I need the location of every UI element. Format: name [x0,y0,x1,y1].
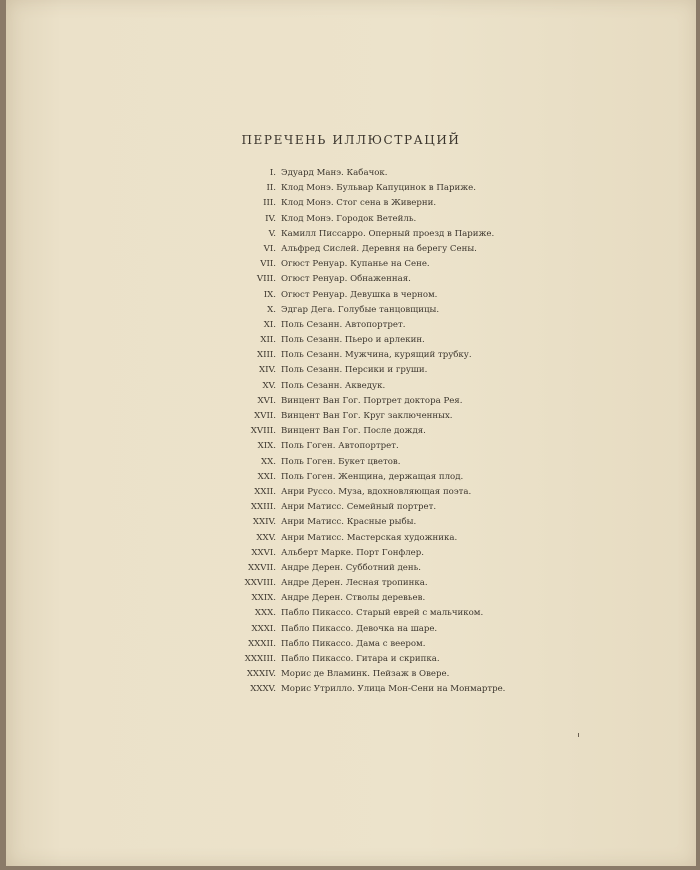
plate-number: VI. [263,243,276,254]
plate-number: XXIII. [250,502,276,513]
illustration-list [6,168,696,700]
plate-number: I. [269,168,276,178]
plate-number: XXV. [256,532,276,543]
plate-caption: Винцент Ван Гог. После дождя. [281,426,426,437]
plate-number: XXXII. [248,638,276,649]
plate-caption: Поль Гоген. Букет цветов. [281,456,401,467]
list-item [6,168,696,183]
list-item [6,244,696,259]
list-item [6,593,696,608]
plate-caption: Пабло Пикассо. Старый еврей с мальчиком. [281,608,484,619]
plate-number: XXXV. [250,684,276,695]
plate-number: III. [263,198,276,209]
plate-caption: Клод Монэ. Городок Ветейль. [281,213,417,224]
plate-caption: Пабло Пикассо. Дама с веером. [281,638,426,649]
list-item [6,578,696,593]
plate-caption: Поль Гоген. Автопортрет. [281,441,399,452]
plate-number: XXIX. [251,593,276,604]
list-item [6,654,696,669]
plate-caption: Анри Руссо. Муза, вдохновляющая поэта. [281,486,472,497]
plate-number: V. [268,228,276,239]
list-item [6,487,696,502]
plate-caption: Морис Утрилло. Улица Мон-Сени на Монмартре. [281,684,506,695]
plate-number: XIV. [259,365,276,376]
list-item [6,214,696,229]
list-item [6,290,696,305]
list-item [6,502,696,517]
plate-number: XVIII. [250,426,276,437]
page-title: ПЕРЕЧЕНЬ ИЛЛЮСТРАЦИЙ [241,133,461,147]
list-item [6,472,696,487]
plate-number: VIII. [256,274,276,285]
list-item [6,426,696,441]
list-item [6,320,696,335]
list-item [6,274,696,289]
list-item [6,669,696,684]
plate-number: XXXIII. [244,654,276,664]
plate-caption: Анри Матисс. Красные рыбы. [281,517,417,528]
plate-caption: Пабло Пикассо. Девочка на шаре. [281,623,438,634]
plate-caption: Огюст Ренуар. Купанье на Сене. [281,259,430,270]
plate-caption: Пабло Пикассо. Гитара и скрипка. [281,654,440,664]
list-item [6,198,696,213]
plate-number: XXX. [254,608,276,619]
plate-number: XXVII. [248,562,276,573]
list-item [6,305,696,320]
plate-caption: Андре Дерен. Стволы деревьев. [281,593,426,604]
list-item [6,548,696,563]
plate-number: XXVI. [251,547,276,558]
plate-caption: Винцент Ван Гог. Портрет доктора Рея. [281,395,463,406]
plate-number: XV. [262,380,276,391]
list-item [6,624,696,639]
plate-number: XXXI. [251,623,276,634]
plate-number: XXIV. [252,517,276,528]
list-item [6,396,696,411]
plate-number: II. [266,183,276,194]
plate-caption: Альфред Сислей. Деревня на берегу Сены. [281,243,477,254]
plate-number: XI. [263,319,276,330]
list-item [6,608,696,623]
list-item [6,259,696,274]
list-item [6,457,696,472]
list-item [6,411,696,426]
plate-number: IX. [263,289,276,300]
list-item [6,365,696,380]
list-item [6,335,696,350]
plate-caption: Андре Дерен. Лесная тропинка. [281,578,428,589]
plate-number: XIII. [256,350,276,361]
plate-number: XXVIII. [244,578,276,589]
plate-number: XVI. [257,395,276,406]
list-item [6,229,696,244]
plate-caption: Анри Матисс. Мастерская художника. [281,532,458,543]
plate-number: XVII. [254,411,276,421]
plate-number: XXII. [254,486,276,497]
plate-number: XII. [260,335,276,346]
list-item [6,684,696,699]
plate-number: VII. [260,259,276,270]
list-item [6,563,696,578]
plate-caption: Поль Сезанн. Пьеро и арлекин. [281,335,425,346]
plate-caption: Огюст Ренуар. Девушка в черном. [281,289,438,300]
plate-caption: Эдгар Дега. Голубые танцовщицы. [281,304,440,315]
plate-number: XX. [261,456,276,467]
plate-number: XXI. [257,471,276,482]
plate-caption: Анри Матисс. Семейный портрет. [281,502,437,513]
plate-caption: Огюст Ренуар. Обнаженная. [281,274,411,285]
plate-caption: Поль Сезанн. Автопортрет. [281,319,406,330]
plate-number: X. [267,304,276,315]
plate-caption: Клод Монэ. Бульвар Капуцинок в Париже. [281,183,476,194]
plate-caption: Поль Гоген. Женщина, держащая плод. [281,471,464,482]
list-item [6,517,696,532]
list-item [6,639,696,654]
list-item [6,381,696,396]
list-item [6,183,696,198]
list-item [6,350,696,365]
plate-caption: Эдуард Манэ. Кабачок. [281,168,388,178]
plate-caption: Морис де Вламинк. Пейзаж в Овере. [281,669,450,680]
plate-caption: Винцент Ван Гог. Круг заключенных. [281,411,453,421]
plate-caption: Камилл Писсарро. Оперный проезд в Париже. [281,228,495,239]
book-page [6,0,696,866]
paper-speck [578,733,579,737]
plate-caption: Поль Сезанн. Мужчина, курящий трубку. [281,350,472,361]
list-item [6,533,696,548]
plate-number: XXXIV. [246,669,276,680]
plate-number: XIX. [257,441,276,452]
plate-caption: Клод Монэ. Стог сена в Живерни. [281,198,437,209]
plate-number: IV. [265,213,276,224]
plate-caption: Поль Сезанн. Акведук. [281,380,386,391]
plate-caption: Андре Дерен. Субботний день. [281,562,422,573]
plate-caption: Альберт Марке. Порт Гонфлер. [281,547,424,558]
list-item [6,441,696,456]
plate-caption: Поль Сезанн. Персики и груши. [281,365,428,376]
